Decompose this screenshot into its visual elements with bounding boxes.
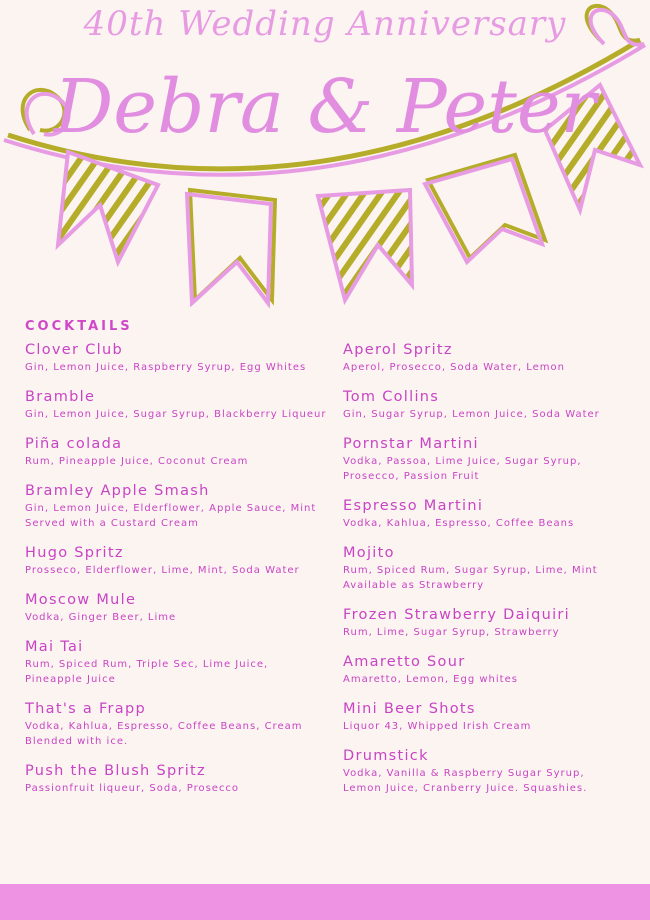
drink-name: Espresso Martini (343, 498, 484, 514)
drink-name: Hugo Spritz (25, 545, 124, 561)
drink-description: Rum, Spiced Rum, Triple Sec, Lime Juice, Pineapple Juice (25, 659, 269, 685)
drink-item (25, 434, 340, 469)
drink-description: Passionfruit liqueur, Soda, Prosecco (25, 783, 240, 794)
drink-description: Amaretto, Lemon, Egg whites (343, 674, 518, 685)
drink-description: Gin, Lemon Juice, Elderflower, Apple Sauce, Mint Served with a Custard Cream (25, 503, 317, 529)
drink-name: Bramley Apple Smash (25, 483, 210, 499)
drink-item (343, 605, 643, 640)
drink-description: Vodka, Vanilla & Raspberry Sugar Syrup, Lemon Juice, Cranberry Juice. Squashies. (343, 768, 588, 794)
drink-description: Rum, Pineapple Juice, Coconut Cream (25, 456, 249, 467)
drink-item (343, 496, 643, 531)
drink-name: Mini Beer Shots (343, 701, 476, 717)
couple-names: Debra & Peter (53, 64, 597, 150)
drink-item (343, 434, 643, 484)
drink-description: Prosseco, Elderflower, Lime, Mint, Soda Water (25, 565, 300, 576)
bunting-banner-icon (0, 0, 650, 310)
drink-name: Aperol Spritz (343, 342, 453, 358)
drink-item (343, 652, 643, 687)
drink-description: Liquor 43, Whipped Irish Cream (343, 721, 532, 732)
drink-item (25, 387, 340, 422)
drink-name: Drumstick (343, 748, 429, 764)
drink-name: Mai Tai (25, 639, 84, 655)
drink-description: Vodka, Kahlua, Espresso, Coffee Beans, Cream Blended with ice. (25, 721, 303, 747)
drink-description: Gin, Lemon Juice, Raspberry Syrup, Egg Whites (25, 362, 307, 373)
drink-name: Mojito (343, 545, 395, 561)
drink-item (25, 637, 340, 687)
occasion-title: 40th Wedding Anniversary (83, 4, 567, 44)
drink-name: Push the Blush Spritz (25, 763, 206, 779)
drink-name: That's a Frapp (25, 701, 147, 717)
drink-name: Moscow Mule (25, 592, 137, 608)
drink-item (343, 340, 643, 375)
drink-item (25, 481, 340, 531)
drink-description: Gin, Lemon Juice, Sugar Syrup, Blackberry Liqueur (25, 409, 327, 420)
drink-item (343, 387, 643, 422)
drink-name: Tom Collins (343, 389, 440, 405)
drink-name: Pornstar Martini (343, 436, 479, 452)
drink-item (25, 761, 340, 796)
drink-name: Bramble (25, 389, 96, 405)
drink-item (25, 543, 340, 578)
footer-bar (0, 884, 650, 920)
drink-description: Aperol, Prosecco, Soda Water, Lemon (343, 362, 565, 373)
drink-item (343, 699, 643, 734)
drink-item (25, 340, 340, 375)
drink-item (343, 543, 643, 593)
drink-name: Amaretto Sour (343, 654, 466, 670)
drink-name: Piña colada (25, 436, 123, 452)
drink-description: Vodka, Passoa, Lime Juice, Sugar Syrup, Prosecco, Passion Fruit (343, 456, 582, 482)
drink-description: Rum, Spiced Rum, Sugar Syrup, Lime, Mint Available as Strawberry (343, 565, 598, 591)
right-column (343, 340, 643, 808)
drink-description: Vodka, Kahlua, Espresso, Coffee Beans (343, 518, 575, 529)
section-title: COCKTAILS (25, 319, 133, 334)
drink-item (343, 746, 643, 796)
drink-description: Rum, Lime, Sugar Syrup, Strawberry (343, 627, 560, 638)
drink-description: Vodka, Ginger Beer, Lime (25, 612, 177, 623)
drink-item (25, 590, 340, 625)
drink-name: Clover Club (25, 342, 123, 358)
drink-description: Gin, Sugar Syrup, Lemon Juice, Soda Water (343, 409, 600, 420)
left-column (25, 340, 340, 808)
drink-name: Frozen Strawberry Daiquiri (343, 607, 571, 623)
drink-item (25, 699, 340, 749)
